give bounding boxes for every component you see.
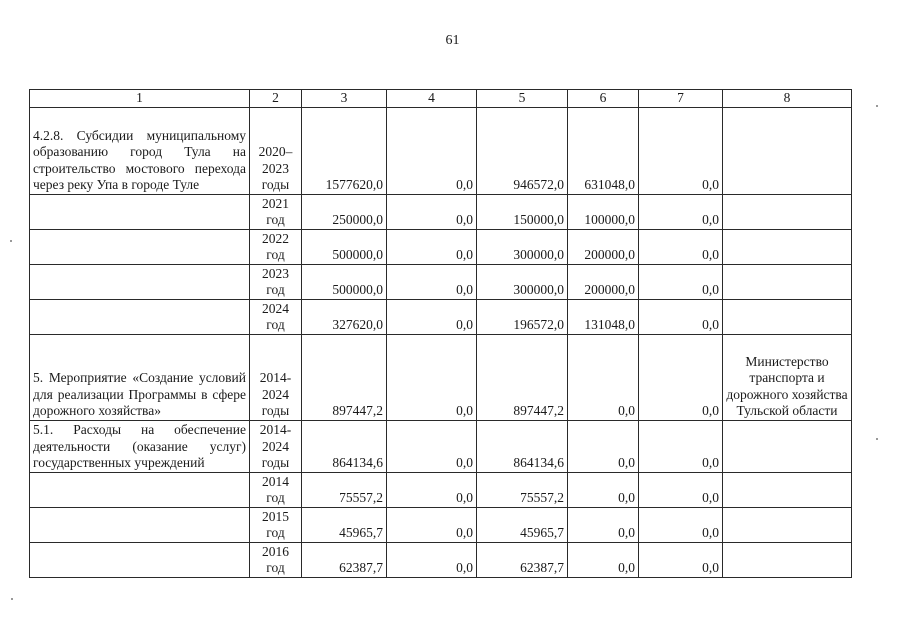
activity-name <box>30 472 250 507</box>
amount-col-4: 0,0 <box>387 229 477 264</box>
period: 2014 год <box>250 472 302 507</box>
activity-name <box>30 264 250 299</box>
amount-col-6: 131048,0 <box>568 299 639 334</box>
amount-col-4: 0,0 <box>387 420 477 472</box>
total-amount: 75557,2 <box>302 472 387 507</box>
responsible-org <box>723 264 852 299</box>
scan-speck <box>876 438 878 440</box>
total-amount: 327620,0 <box>302 299 387 334</box>
amount-col-5: 300000,0 <box>477 229 568 264</box>
amount-col-6: 0,0 <box>568 420 639 472</box>
column-header: 3 <box>302 90 387 108</box>
period: 2014-2024 годы <box>250 420 302 472</box>
amount-col-4: 0,0 <box>387 107 477 194</box>
period: 2022 год <box>250 229 302 264</box>
amount-col-7: 0,0 <box>639 107 723 194</box>
responsible-org <box>723 299 852 334</box>
amount-col-7: 0,0 <box>639 420 723 472</box>
amount-col-7: 0,0 <box>639 299 723 334</box>
amount-col-7: 0,0 <box>639 334 723 420</box>
amount-col-6: 0,0 <box>568 334 639 420</box>
amount-col-5: 150000,0 <box>477 194 568 229</box>
table-row <box>30 264 852 299</box>
responsible-org <box>723 420 852 472</box>
column-number-row <box>30 90 852 108</box>
amount-col-7: 0,0 <box>639 542 723 577</box>
scan-speck <box>10 240 12 242</box>
total-amount: 45965,7 <box>302 507 387 542</box>
activity-name <box>30 194 250 229</box>
amount-col-6: 200000,0 <box>568 264 639 299</box>
amount-col-5: 45965,7 <box>477 507 568 542</box>
amount-col-5: 864134,6 <box>477 420 568 472</box>
amount-col-5: 300000,0 <box>477 264 568 299</box>
period: 2020–2023 годы <box>250 107 302 194</box>
amount-col-4: 0,0 <box>387 542 477 577</box>
amount-col-5: 75557,2 <box>477 472 568 507</box>
responsible-org <box>723 229 852 264</box>
amount-col-5: 946572,0 <box>477 107 568 194</box>
period: 2023 год <box>250 264 302 299</box>
amount-col-5: 897447,2 <box>477 334 568 420</box>
column-header: 6 <box>568 90 639 108</box>
amount-col-6: 0,0 <box>568 542 639 577</box>
amount-col-4: 0,0 <box>387 334 477 420</box>
table-row <box>30 420 852 472</box>
scan-speck <box>876 105 878 107</box>
responsible-org <box>723 507 852 542</box>
amount-col-7: 0,0 <box>639 507 723 542</box>
period: 2014-2024 годы <box>250 334 302 420</box>
amount-col-4: 0,0 <box>387 472 477 507</box>
table-row <box>30 299 852 334</box>
column-header: 2 <box>250 90 302 108</box>
table-row <box>30 194 852 229</box>
responsible-org: Министерство транспорта и дорожного хозяйства Тульской области <box>723 334 852 420</box>
column-header: 1 <box>30 90 250 108</box>
total-amount: 500000,0 <box>302 229 387 264</box>
activity-name <box>30 542 250 577</box>
table-row <box>30 472 852 507</box>
activity-name <box>30 229 250 264</box>
amount-col-5: 62387,7 <box>477 542 568 577</box>
scan-speck <box>11 598 13 600</box>
activity-name: 5.1. Расходы на обеспечение деятельности (оказание услуг) государственных учреждений <box>30 420 250 472</box>
responsible-org <box>723 542 852 577</box>
column-header: 4 <box>387 90 477 108</box>
table-row <box>30 507 852 542</box>
activity-name: 4.2.8. Субсидии муниципальному образованию город Тула на строительство мостового перехода через реку Упа в городе Туле <box>30 107 250 194</box>
page-number: 61 <box>445 33 460 48</box>
amount-col-4: 0,0 <box>387 194 477 229</box>
amount-col-5: 196572,0 <box>477 299 568 334</box>
table-row <box>30 107 852 194</box>
amount-col-7: 0,0 <box>639 194 723 229</box>
amount-col-6: 0,0 <box>568 472 639 507</box>
total-amount: 250000,0 <box>302 194 387 229</box>
table-row <box>30 229 852 264</box>
activity-name <box>30 299 250 334</box>
activity-name: 5. Мероприятие «Создание условий для реализации Программы в сфере дорожного хозяйства» <box>30 334 250 420</box>
amount-col-4: 0,0 <box>387 507 477 542</box>
amount-col-4: 0,0 <box>387 299 477 334</box>
column-header: 7 <box>639 90 723 108</box>
amount-col-6: 100000,0 <box>568 194 639 229</box>
table-row <box>30 334 852 420</box>
total-amount: 500000,0 <box>302 264 387 299</box>
period: 2015 год <box>250 507 302 542</box>
responsible-org <box>723 194 852 229</box>
period: 2016 год <box>250 542 302 577</box>
total-amount: 62387,7 <box>302 542 387 577</box>
column-header: 8 <box>723 90 852 108</box>
budget-table <box>29 89 852 578</box>
total-amount: 864134,6 <box>302 420 387 472</box>
total-amount: 1577620,0 <box>302 107 387 194</box>
amount-col-7: 0,0 <box>639 229 723 264</box>
total-amount: 897447,2 <box>302 334 387 420</box>
column-header: 5 <box>477 90 568 108</box>
amount-col-6: 200000,0 <box>568 229 639 264</box>
responsible-org <box>723 107 852 194</box>
amount-col-6: 631048,0 <box>568 107 639 194</box>
amount-col-6: 0,0 <box>568 507 639 542</box>
period: 2024 год <box>250 299 302 334</box>
table-row <box>30 542 852 577</box>
period: 2021 год <box>250 194 302 229</box>
amount-col-7: 0,0 <box>639 264 723 299</box>
activity-name <box>30 507 250 542</box>
responsible-org <box>723 472 852 507</box>
amount-col-4: 0,0 <box>387 264 477 299</box>
amount-col-7: 0,0 <box>639 472 723 507</box>
